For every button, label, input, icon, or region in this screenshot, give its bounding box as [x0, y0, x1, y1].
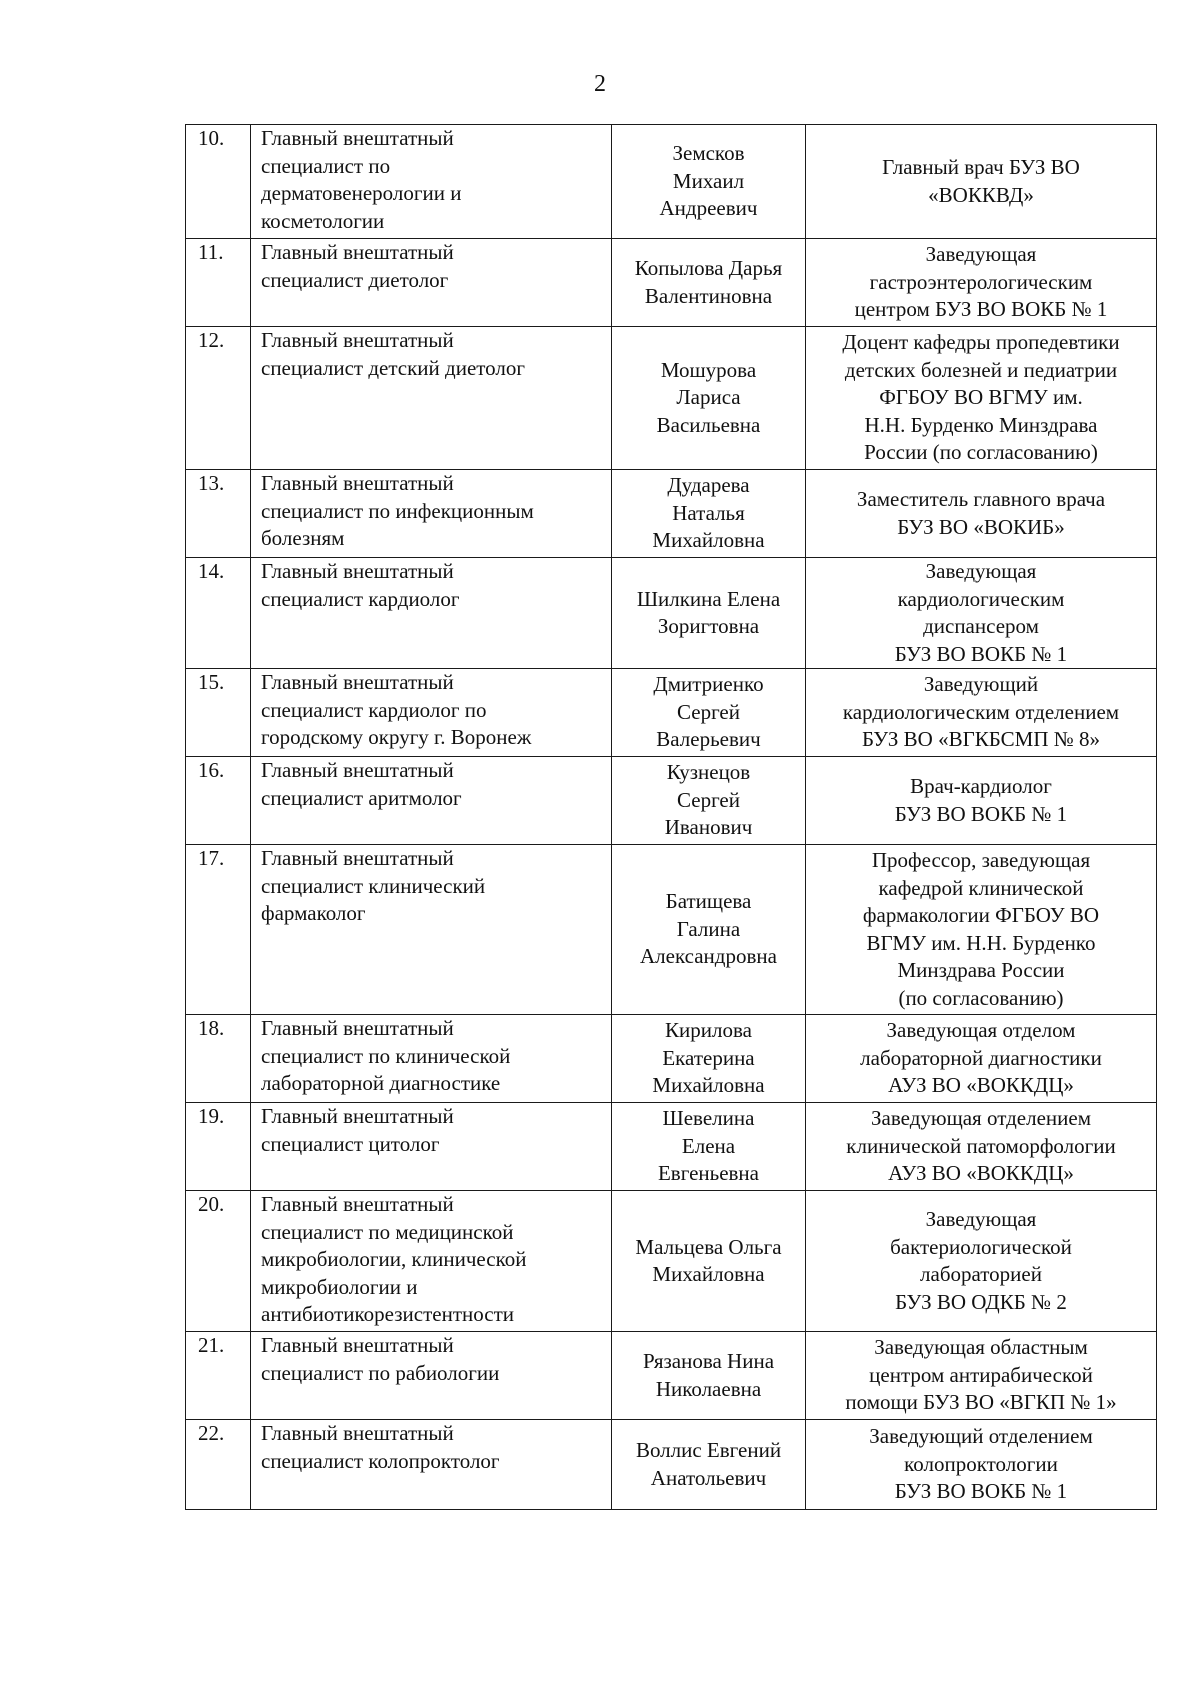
table-row [186, 1103, 1157, 1191]
table-row [186, 757, 1157, 845]
specialist-title: Главный внештатный специалист клинический фармаколог [251, 845, 612, 1015]
person-name: Дударева Наталья Михайловна [612, 470, 806, 558]
table-row [186, 845, 1157, 1015]
person-name: Воллис Евгений Анатольевич [612, 1420, 806, 1510]
table-row [186, 470, 1157, 558]
row-number: 18. [186, 1015, 251, 1103]
specialist-title: Главный внештатный специалист кардиолог по городскому округу г. Воронеж [251, 669, 612, 757]
position-text: Врач-кардиолог БУЗ ВО ВОКБ № 1 [806, 757, 1157, 845]
position-text: Заведующий отделением колопроктологии БУЗ ВО ВОКБ № 1 [806, 1420, 1157, 1510]
row-number: 12. [186, 327, 251, 470]
specialist-title: Главный внештатный специалист по инфекционным болезням [251, 470, 612, 558]
person-name: Копылова Дарья Валентиновна [612, 239, 806, 327]
row-number: 17. [186, 845, 251, 1015]
table-row [186, 1191, 1157, 1332]
position-text: Доцент кафедры пропедевтики детских болезней и педиатрии ФГБОУ ВО ВГМУ им. Н.Н. Бурденко Минздрава России (по согласованию) [806, 327, 1157, 470]
person-name: Кирилова Екатерина Михайловна [612, 1015, 806, 1103]
table-row [186, 327, 1157, 470]
position-text: Профессор, заведующая кафедрой клинической фармакологии ФГБОУ ВО ВГМУ им. Н.Н. Бурденко Минздрава России (по согласованию) [806, 845, 1157, 1015]
table-row [186, 1015, 1157, 1103]
person-name: Рязанова Нина Николаевна [612, 1332, 806, 1420]
specialists-table [185, 124, 1157, 1510]
specialist-title: Главный внештатный специалист цитолог [251, 1103, 612, 1191]
specialist-title: Главный внештатный специалист детский диетолог [251, 327, 612, 470]
position-text: Заведующая областным центром антирабической помощи БУЗ ВО «ВГКП № 1» [806, 1332, 1157, 1420]
position-text: Заместитель главного врача БУЗ ВО «ВОКИБ» [806, 470, 1157, 558]
specialist-title: Главный внештатный специалист кардиолог [251, 558, 612, 669]
person-name: Шевелина Елена Евгеньевна [612, 1103, 806, 1191]
position-text: Главный врач БУЗ ВО «ВОККВД» [806, 125, 1157, 239]
table-row [186, 1332, 1157, 1420]
position-text: Заведующая отделением клинической патоморфологии АУЗ ВО «ВОККДЦ» [806, 1103, 1157, 1191]
row-number: 13. [186, 470, 251, 558]
specialist-title: Главный внештатный специалист по рабиологии [251, 1332, 612, 1420]
specialist-title: Главный внештатный специалист колопроктолог [251, 1420, 612, 1510]
position-text: Заведующая бактериологической лабораторией БУЗ ВО ОДКБ № 2 [806, 1191, 1157, 1332]
row-number: 15. [186, 669, 251, 757]
table-row [186, 125, 1157, 239]
row-number: 14. [186, 558, 251, 669]
position-text: Заведующая отделом лабораторной диагностики АУЗ ВО «ВОККДЦ» [806, 1015, 1157, 1103]
specialist-title: Главный внештатный специалист по клинической лабораторной диагностике [251, 1015, 612, 1103]
person-name: Кузнецов Сергей Иванович [612, 757, 806, 845]
person-name: Шилкина Елена Зоригтовна [612, 558, 806, 669]
person-name: Земсков Михаил Андреевич [612, 125, 806, 239]
table-row [186, 239, 1157, 327]
position-text: Заведующий кардиологическим отделением БУЗ ВО «ВГКБСМП № 8» [806, 669, 1157, 757]
specialist-title: Главный внештатный специалист диетолог [251, 239, 612, 327]
row-number: 11. [186, 239, 251, 327]
person-name: Мальцева Ольга Михайловна [612, 1191, 806, 1332]
person-name: Батищева Галина Александровна [612, 845, 806, 1015]
row-number: 19. [186, 1103, 251, 1191]
row-number: 20. [186, 1191, 251, 1332]
row-number: 22. [186, 1420, 251, 1510]
table-row [186, 558, 1157, 669]
table-row [186, 1420, 1157, 1510]
specialist-title: Главный внештатный специалист по медицинской микробиологии, клинической микробиологии и антибиотикорезистентности [251, 1191, 612, 1332]
person-name: Мошурова Лариса Васильевна [612, 327, 806, 470]
row-number: 16. [186, 757, 251, 845]
specialist-title: Главный внештатный специалист по дерматовенерологии и косметологии [251, 125, 612, 239]
row-number: 10. [186, 125, 251, 239]
position-text: Заведующая кардиологическим диспансером БУЗ ВО ВОКБ № 1 [806, 558, 1157, 669]
table-row [186, 669, 1157, 757]
row-number: 21. [186, 1332, 251, 1420]
position-text: Заведующая гастроэнтерологическим центром БУЗ ВО ВОКБ № 1 [806, 239, 1157, 327]
specialist-title: Главный внештатный специалист аритмолог [251, 757, 612, 845]
page-number: 2 [594, 71, 606, 97]
person-name: Дмитриенко Сергей Валерьевич [612, 669, 806, 757]
